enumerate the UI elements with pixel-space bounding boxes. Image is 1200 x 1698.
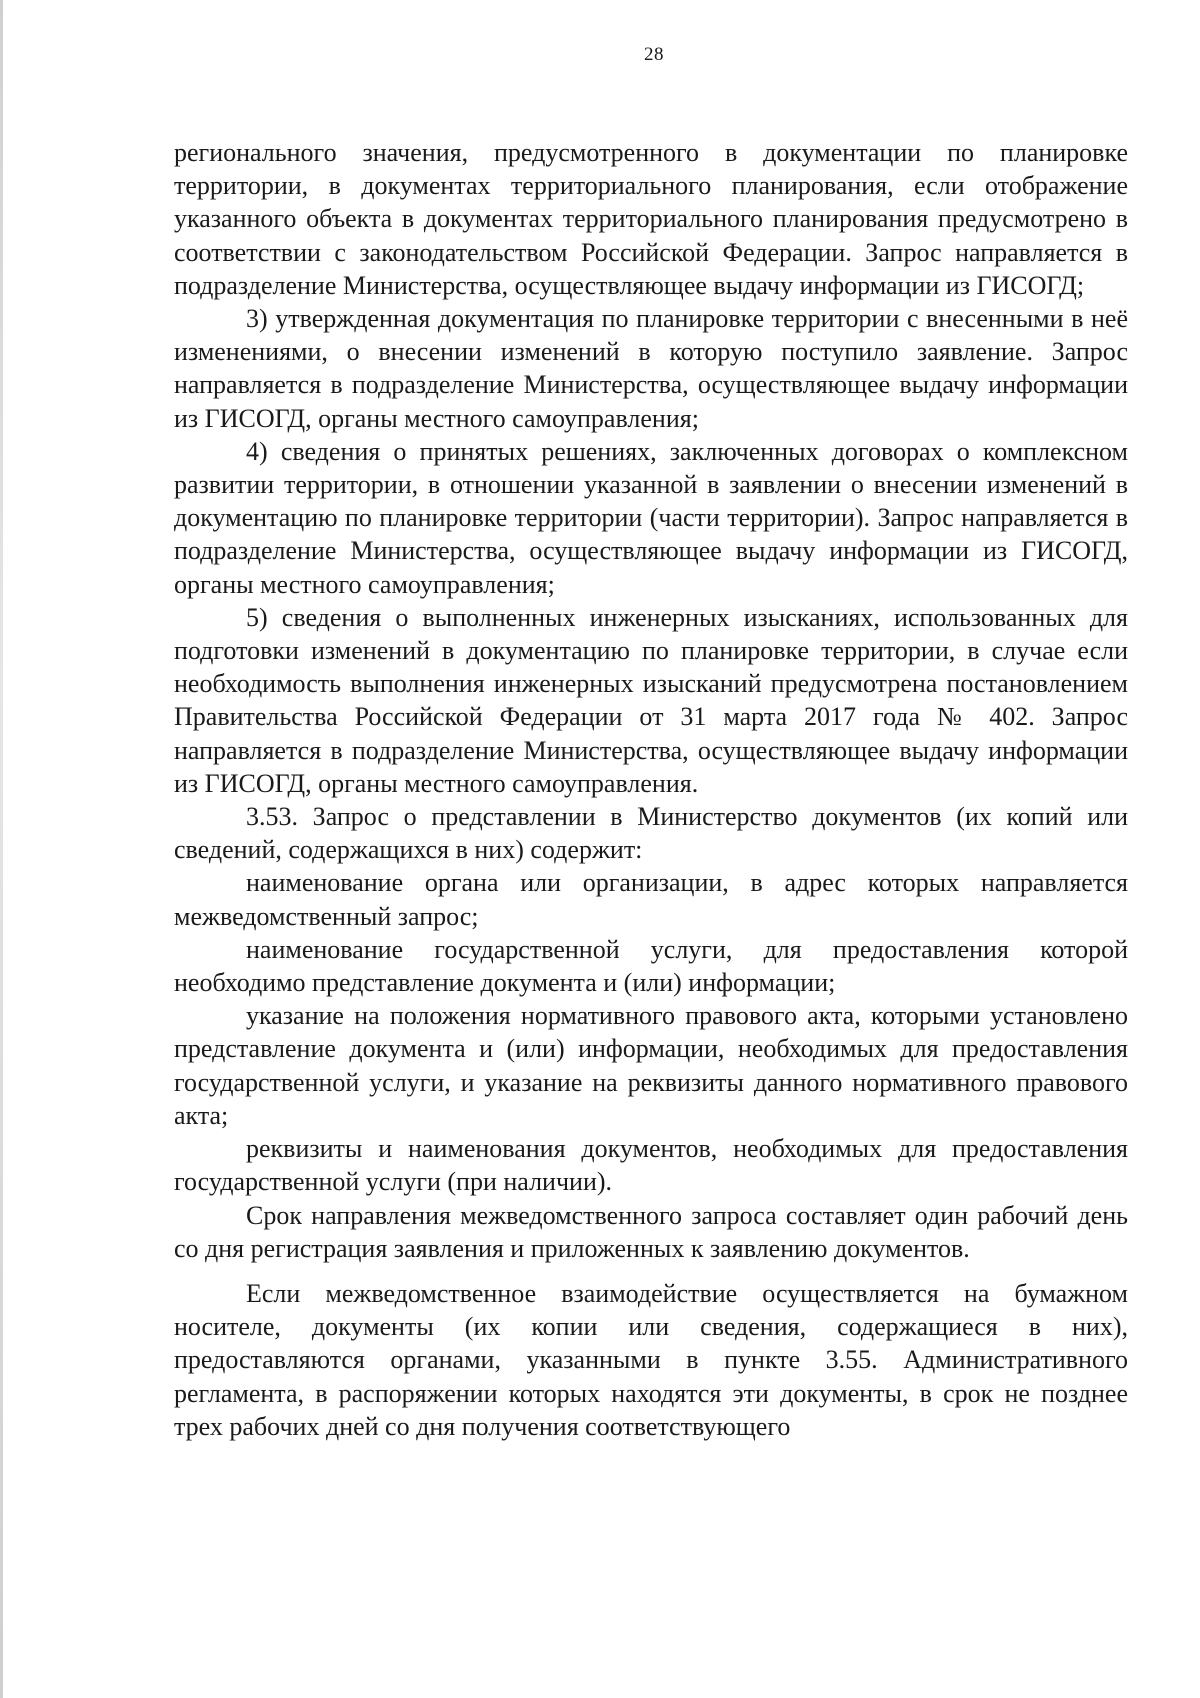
paragraph: указание на положения нормативного правового акта, которыми установлено представление документа и (или) информации, необходимых для предоставления государственной услуги, и указание на реквизиты данного нормативного правового акта; — [174, 1001, 1128, 1130]
paragraph: 3) утвержденная документация по планировке территории с внесенными в неё изменениями, о внесении изменений в которую поступило заявление. Запрос направляется в подразделение Министерства, осуществляющее выдачу информации из ГИСОГД, органы местного самоуправления; — [174, 304, 1128, 433]
paragraph: наименование государственной услуги, для предоставления которой необходимо представление документа и (или) информации; — [174, 934, 1128, 998]
paragraph: наименование органа или организации, в адрес которых направляется межведомственный запрос; — [174, 868, 1128, 931]
paragraph: 4) сведения о принятых решениях, заключенных договорах о комплексном развитии территории, в отношении указанной в заявлении о внесении изменений в документацию по планировке территории (части территории). Запрос направляется в подразделение Министерства, осуществляющее выдачу информации из ГИСОГД, органы местного самоуправления; — [174, 436, 1128, 599]
paragraph: Если межведомственное взаимодействие осуществляется на бумажном носителе, документы (их копии или сведения, содержащиеся в них), предоставляются органами, указанными в пункте 3.55. Административного регламента, в распоряжении которых находятся эти документы, в срок не позднее трех рабочих дней со дня получения соответствующего — [174, 1278, 1128, 1441]
paragraph: регионального значения, предусмотренного в документации по планировке территории, в документах территориального планирования, если отображение указанного объекта в документах территориального планирования предусмотрено в соответствии с законодательством Российской Федерации. Запрос направляется в подразделение Министерства, осуществляющее выдачу информации из ГИСОГД; — [174, 138, 1128, 300]
page-number: 28 — [644, 44, 664, 65]
scan-edge — [0, 0, 3, 1698]
document-body — [174, 136, 1128, 1443]
paragraph: Срок направления межведомственного запроса составляет один рабочий день со дня регистрация заявления и приложенных к заявлению документов. — [174, 1200, 1128, 1263]
paragraph: реквизиты и наименования документов, необходимых для предоставления государственной услуги (при наличии). — [174, 1134, 1128, 1197]
paragraph: 3.53. Запрос о представлении в Министерство документов (их копий или сведений, содержащихся в них) содержит: — [174, 802, 1128, 865]
paragraph: 5) сведения о выполненных инженерных изысканиях, использованных для подготовки изменений в документацию по планировке территории, в случае если необходимость выполнения инженерных изысканий предусмотрена постановлением Правительства Российской Федерации от 31 марта 2017 года № 402. Запрос направляется в подразделение Министерства, осуществляющее выдачу информации из ГИСОГД, органы местного самоуправления. — [174, 602, 1128, 798]
